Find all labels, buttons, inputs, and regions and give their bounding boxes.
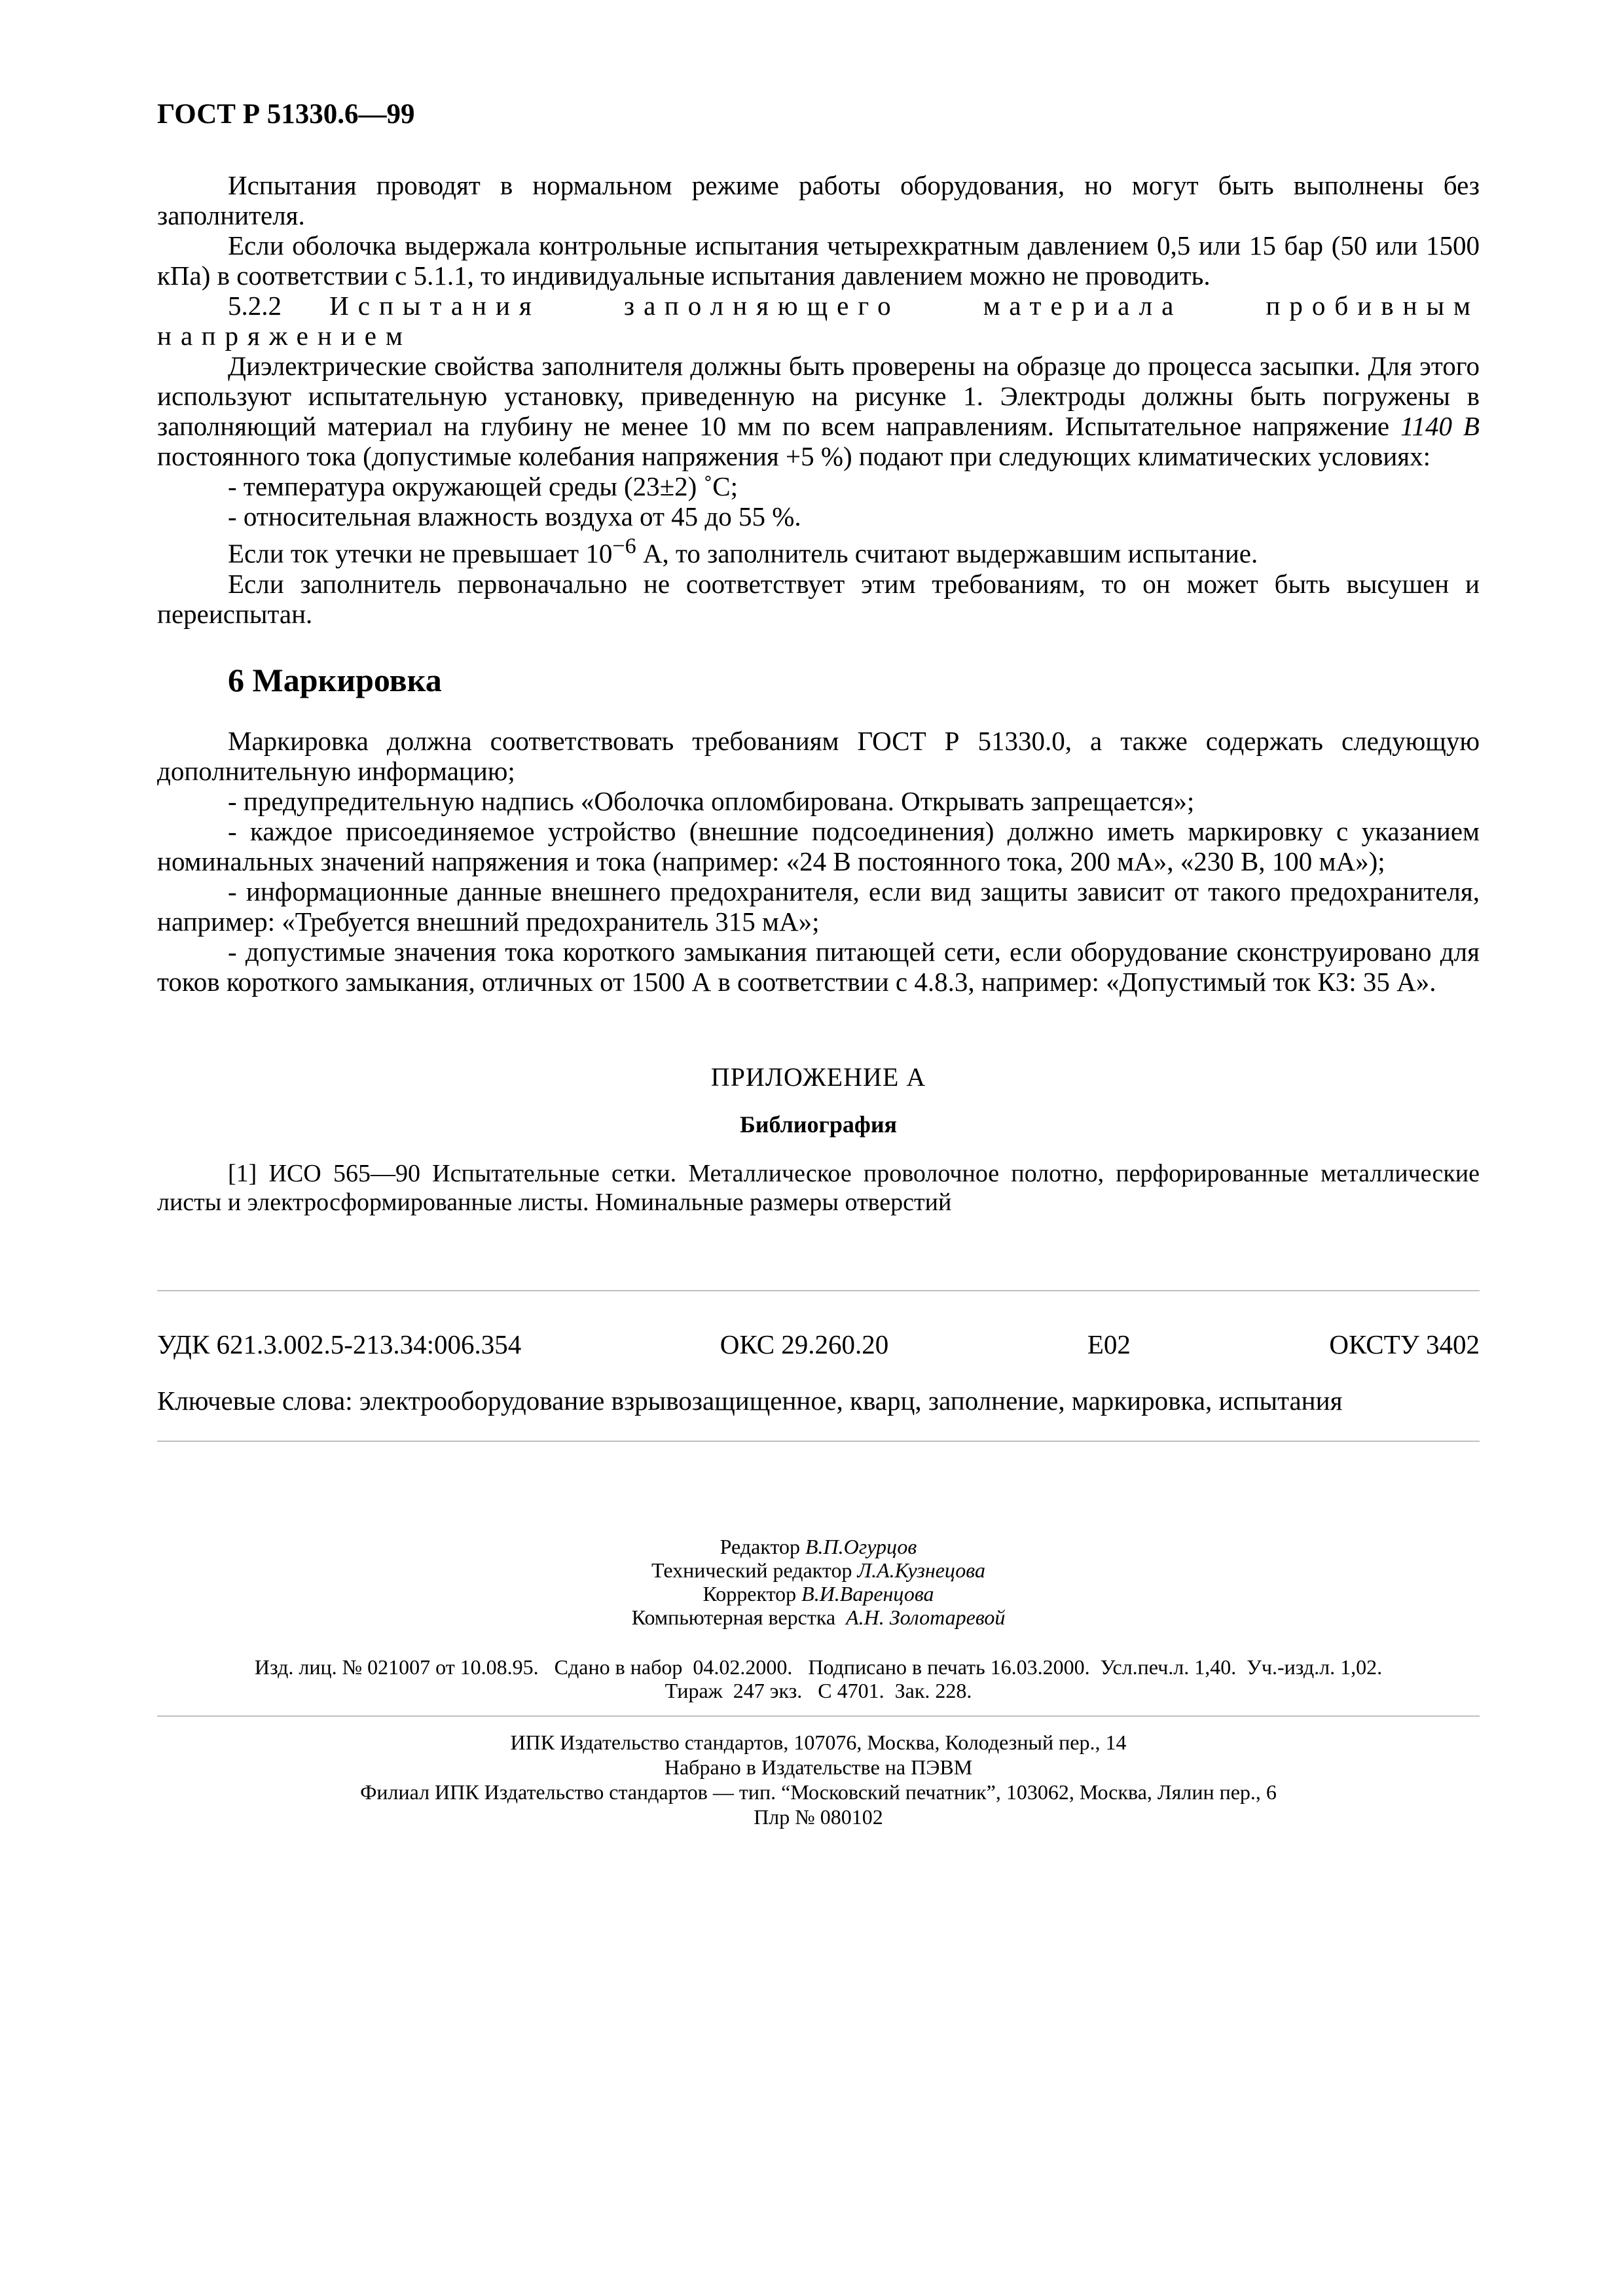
oks-code: ОКС 29.260.20 bbox=[720, 1329, 889, 1359]
leakage-text-start: Если ток утечки не превышает 10 bbox=[228, 538, 613, 569]
marking-item: - информационные данные внешнего предохранителя, если вид защиты зависит от такого предохранителя, например: «Требуется внешний предохранитель 315 мА»; bbox=[157, 876, 1480, 937]
credit-name: А.Н. Золотаревой bbox=[846, 1605, 1006, 1629]
divider-bottom bbox=[157, 1715, 1480, 1717]
marking-item: - предупредительную надпись «Оболочка опломбирована. Открывать запрещается»; bbox=[228, 785, 1195, 816]
imprint-block bbox=[157, 1655, 1480, 1702]
keywords-line: Ключевые слова: электрооборудование взрывозащищенное, кварц, заполнение, маркировка, испытания bbox=[157, 1385, 1343, 1416]
credit-name: В.П.Огурцов bbox=[805, 1534, 917, 1558]
subsection-number: 5.2.2 bbox=[228, 291, 282, 321]
section-heading: 6 Маркировка bbox=[228, 661, 442, 698]
credit-role: Редактор bbox=[720, 1534, 800, 1558]
credits-block bbox=[157, 1535, 1480, 1629]
condition-item: - относительная влажность воздуха от 45 до 55 %. bbox=[228, 501, 801, 531]
publisher-line: Филиал ИПК Издательство стандартов — тип. “Московский печатник”, 103062, Москва, Лялин пер., 6 bbox=[360, 1780, 1277, 1804]
dielectric-text-start: Диэлектрические свойства заполнителя должны быть проверены на образце до процесса засыпки. Для этого используют испытательную установку, приведенную на рисунке 1. Электроды должны быть погружены в заполняющий материал на глубину не менее 10 мм по всем направлениям. Испытательное напряжение bbox=[157, 351, 1480, 441]
document-page bbox=[157, 98, 1480, 1829]
credit-name: Л.А.Кузнецова bbox=[857, 1558, 985, 1582]
udk-code: УДК 621.3.002.5-213.34:006.354 bbox=[157, 1329, 522, 1359]
condition-item: - температура окружающей среды (23±2) ˚С; bbox=[228, 471, 738, 501]
divider-middle bbox=[157, 1441, 1480, 1442]
dielectric-paragraph bbox=[157, 351, 1480, 471]
appendix-subtitle: Библиография bbox=[739, 1111, 898, 1138]
credit-name: В.И.Варенцова bbox=[801, 1581, 934, 1605]
leakage-text-end: А, то заполнитель считают выдержавшим испытание. bbox=[636, 538, 1258, 569]
divider-top bbox=[157, 1290, 1480, 1291]
dielectric-text-end: постоянного тока (допустимые колебания напряжения +5 %) подают при следующих климатических условиях: bbox=[157, 441, 1431, 471]
publisher-block bbox=[157, 1730, 1480, 1829]
credit-line bbox=[157, 1582, 1480, 1605]
group-code: Е02 bbox=[1087, 1329, 1131, 1359]
okstu-code: ОКСТУ 3402 bbox=[1329, 1329, 1480, 1359]
imprint-line: Тираж 247 экз. С 4701. Зак. 228. bbox=[665, 1678, 972, 1702]
intro-paragraph: Испытания проводят в нормальном режиме работы оборудования, но могут быть выполнены без заполнителя. bbox=[157, 170, 1480, 230]
marking-item: - допустимые значения тока короткого замыкания питающей сети, если оборудование сконструировано для токов короткого замыкания, отличных от 1500 А в соответствии с 4.8.3, например: «Допустимый ток КЗ: 35 А». bbox=[157, 936, 1480, 997]
intro-paragraph: Если оболочка выдержала контрольные испытания четырехкратным давлением 0,5 или 15 бар (50 или 1500 кПа) в соответствии с 5.1.1, то индивидуальные испытания давлением можно не проводить. bbox=[157, 230, 1480, 291]
credit-line bbox=[157, 1535, 1480, 1558]
retest-paragraph: Если заполнитель первоначально не соответствует этим требованиям, то он может быть высушен и переиспытан. bbox=[157, 568, 1480, 629]
credit-role: Технический редактор bbox=[651, 1558, 852, 1582]
test-voltage: 1140 В bbox=[1400, 411, 1480, 441]
credit-line bbox=[157, 1605, 1480, 1629]
appendix-title: ПРИЛОЖЕНИЕ А bbox=[710, 1062, 926, 1092]
subsection-title: Испытания заполняющего материала пробивным напряжением bbox=[157, 291, 1480, 351]
running-head: ГОСТ Р 51330.6—99 bbox=[157, 99, 415, 130]
publisher-line: ИПК Издательство стандартов, 107076, Москва, Колодезный пер., 14 bbox=[510, 1730, 1127, 1754]
publisher-line: Плр № 080102 bbox=[754, 1804, 883, 1829]
credit-role: Корректор bbox=[702, 1581, 797, 1605]
main-text bbox=[157, 170, 1480, 997]
bibliography-entry: [1] ИСО 565—90 Испытательные сетки. Металлическое проволочное полотно, перфорированные металлические листы и электросформированные листы. Номинальные размеры отверстий bbox=[157, 1159, 1480, 1216]
imprint-line: Изд. лиц. № 021007 от 10.08.95. Сдано в набор 04.02.2000. Подписано в печать 16.03.2000. Усл.печ.л. 1,40. Уч.-изд.л. 1,02. bbox=[254, 1655, 1383, 1679]
leakage-exponent: −6 bbox=[612, 534, 636, 558]
leakage-paragraph bbox=[157, 531, 1480, 569]
publisher-line: Набрано в Издательстве на ПЭВМ bbox=[664, 1755, 973, 1779]
classification-row bbox=[157, 1329, 1480, 1359]
credit-line bbox=[157, 1558, 1480, 1582]
marking-intro: Маркировка должна соответствовать требованиям ГОСТ Р 51330.0, а также содержать следующую дополнительную информацию; bbox=[157, 725, 1480, 786]
credit-role: Компьютерная верстка bbox=[631, 1605, 836, 1629]
subsection-heading bbox=[157, 291, 1480, 351]
marking-item: - каждое присоединяемое устройство (внешние подсоединения) должно иметь маркировку с указанием номинальных значений напряжения и тока (например: «24 В постоянного тока, 200 мА», «230 В, 100 мА»); bbox=[157, 816, 1480, 876]
